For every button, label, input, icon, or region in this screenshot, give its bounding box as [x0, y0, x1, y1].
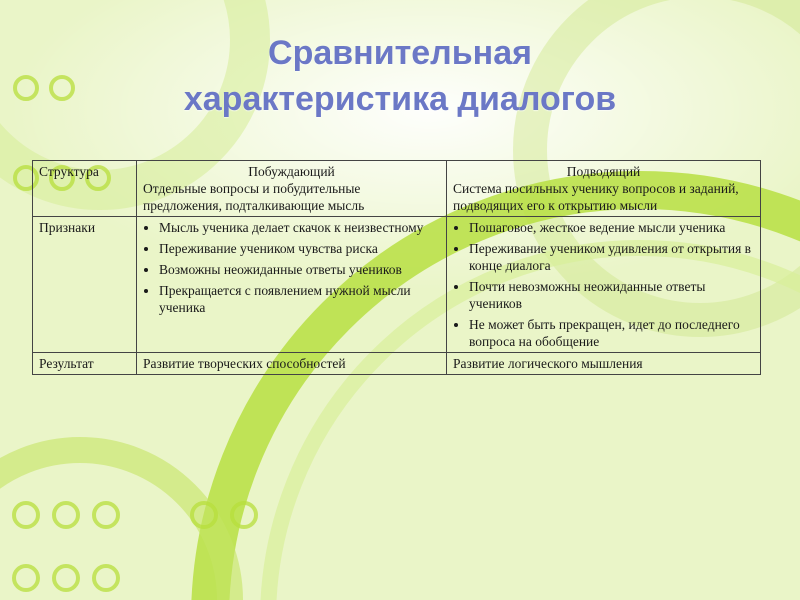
cell-text: Отдельные вопросы и побудительные предложения, подталкивающие мысль [143, 181, 365, 213]
list-item: • Прекращается с появлением нужной мысли ученика [159, 282, 440, 316]
table-cell [447, 161, 761, 217]
table-row [33, 353, 761, 375]
bullet-list [143, 219, 440, 316]
row-label: Признаки [33, 217, 137, 353]
row-label: Структура [33, 161, 137, 217]
list-item: • Возможны неожиданные ответы учеников [159, 261, 440, 278]
table-row [33, 161, 761, 217]
list-item: • Пошаговое, жесткое ведение мысли ученика [469, 219, 754, 236]
list-item: • Переживание учеником удивления от открытия в конце диалога [469, 240, 754, 274]
list-item: • Почти невозможны неожиданные ответы учеников [469, 278, 754, 312]
cell-text: Система посильных ученику вопросов и заданий, подводящих его к открытию мысли [453, 181, 739, 213]
comparison-table [32, 160, 761, 375]
slide-title-line2: характеристика диалогов [183, 80, 617, 118]
list-item: • Не может быть прекращен, идет до последнего вопроса на обобщение [469, 316, 754, 350]
row-label: Результат [33, 353, 137, 375]
table-cell [137, 217, 447, 353]
column-heading: Побуждающий [248, 164, 335, 179]
table-cell: Развитие логического мышления [447, 353, 761, 375]
column-heading: Подводящий [566, 164, 641, 179]
list-item: • Переживание учеником чувства риска [159, 240, 440, 257]
list-item: • Мысль ученика делает скачок к неизвестному [159, 219, 440, 236]
bullet-list [453, 219, 754, 350]
table-cell [447, 217, 761, 353]
table-row [33, 217, 761, 353]
table-cell: Развитие творческих способностей [137, 353, 447, 375]
table-cell [137, 161, 447, 217]
slide-title [0, 30, 800, 122]
slide-title-line1: Сравнительная [268, 34, 532, 72]
